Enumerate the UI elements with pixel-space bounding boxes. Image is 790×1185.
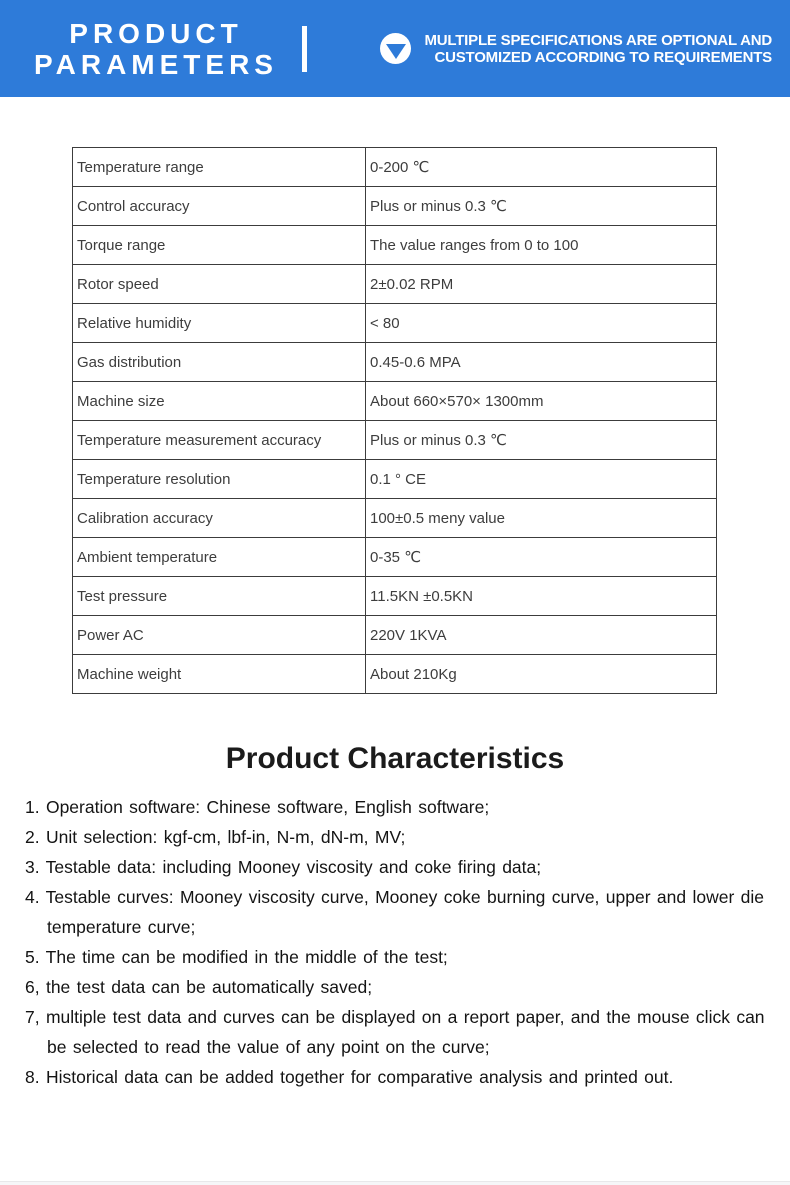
spec-label: Gas distribution	[73, 343, 366, 382]
list-item: 7, multiple test data and curves can be displayed on a report paper, and the mouse click can be selected to read the value of any point on the curve;	[25, 1007, 765, 1057]
spec-table	[72, 147, 717, 694]
title-divider	[302, 26, 307, 72]
table-row	[73, 304, 717, 343]
table-row	[73, 460, 717, 499]
spec-label: Power AC	[73, 616, 366, 655]
spec-label: Control accuracy	[73, 187, 366, 226]
spec-value: < 80	[366, 304, 717, 343]
list-item: 2. Unit selection: kgf-cm, lbf-in, N-m, dN-m, MV;	[25, 827, 406, 847]
spec-label: Temperature range	[73, 148, 366, 187]
spec-label: Calibration accuracy	[73, 499, 366, 538]
spec-label: Machine size	[73, 382, 366, 421]
spec-label: Torque range	[73, 226, 366, 265]
spec-value: 2±0.02 RPM	[366, 265, 717, 304]
down-triangle-glyph	[386, 44, 406, 59]
bottom-divider-strip	[0, 1181, 790, 1185]
list-item: 6, the test data can be automatically saved;	[25, 977, 373, 997]
spec-value: The value ranges from 0 to 100	[366, 226, 717, 265]
spec-label: Machine weight	[73, 655, 366, 694]
page-title-line1: PRODUCT	[69, 17, 243, 49]
header-badge	[380, 32, 772, 66]
badge-text-line1: MULTIPLE SPECIFICATIONS ARE OPTIONAL AND	[424, 31, 772, 49]
spec-label: Rotor speed	[73, 265, 366, 304]
spec-value: 0.1 ° CE	[366, 460, 717, 499]
badge-text-line2: CUSTOMIZED ACCORDING TO REQUIREMENTS	[434, 48, 772, 66]
list-item: 5. The time can be modified in the middle of the test;	[25, 947, 448, 967]
table-row	[73, 577, 717, 616]
header-badge-text	[424, 32, 772, 66]
characteristics-list	[25, 792, 770, 1092]
spec-label: Ambient temperature	[73, 538, 366, 577]
spec-value: Plus or minus 0.3 ℃	[366, 421, 717, 460]
page-title	[25, 18, 287, 80]
spec-value: 0-35 ℃	[366, 538, 717, 577]
spec-value: About 660×570× 1300mm	[366, 382, 717, 421]
table-row	[73, 499, 717, 538]
table-row	[73, 616, 717, 655]
table-row	[73, 538, 717, 577]
spec-label: Temperature resolution	[73, 460, 366, 499]
spec-value: 11.5KN ±0.5KN	[366, 577, 717, 616]
table-row	[73, 187, 717, 226]
spec-label: Temperature measurement accuracy	[73, 421, 366, 460]
spec-value: 220V 1KVA	[366, 616, 717, 655]
page-header-banner	[0, 0, 790, 97]
list-item: 4. Testable curves: Mooney viscosity curve, Mooney coke burning curve, upper and lower die temperature curve;	[25, 887, 764, 937]
spec-value: 0.45-0.6 MPA	[366, 343, 717, 382]
spec-value: Plus or minus 0.3 ℃	[366, 187, 717, 226]
table-row	[73, 226, 717, 265]
table-row	[73, 382, 717, 421]
section-title-product-characteristics: Product Characteristics	[225, 742, 565, 775]
table-row	[73, 343, 717, 382]
list-item: 3. Testable data: including Mooney viscosity and coke firing data;	[25, 857, 542, 877]
list-item: 1. Operation software: Chinese software, English software;	[25, 797, 490, 817]
table-row	[73, 421, 717, 460]
down-triangle-icon	[380, 33, 411, 64]
spec-value: 100±0.5 meny value	[366, 499, 717, 538]
list-item: 8. Historical data can be added together for comparative analysis and printed out.	[25, 1067, 674, 1087]
table-row	[73, 265, 717, 304]
spec-label: Test pressure	[73, 577, 366, 616]
spec-value: About 210Kg	[366, 655, 717, 694]
spec-label: Relative humidity	[73, 304, 366, 343]
table-row	[73, 655, 717, 694]
page-title-line2: PARAMETERS	[34, 48, 278, 80]
table-row	[73, 148, 717, 187]
spec-value: 0-200 ℃	[366, 148, 717, 187]
